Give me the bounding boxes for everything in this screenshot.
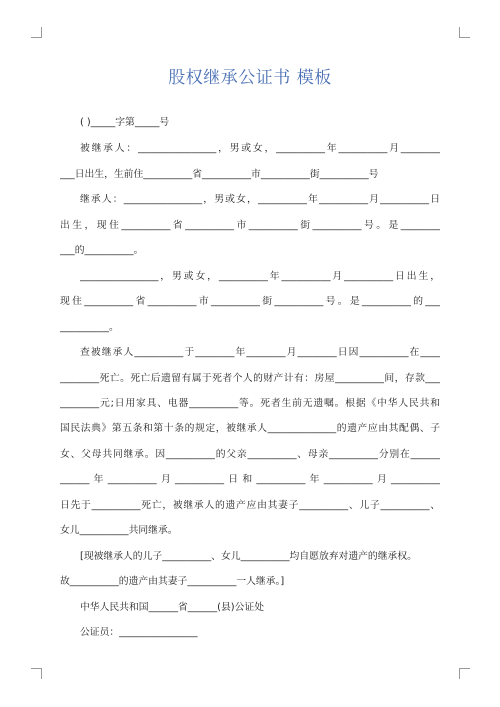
corner-mark-top-right [459, 27, 470, 38]
estate-line: ________死亡。死亡后遗留有属于死者个人的财产计有：房屋__________间，存款___ [60, 373, 440, 384]
investigation-line: 查被继承人__________于________年________月________日因__________在____ [80, 347, 440, 358]
heir-2-address-line: 现住__________省__________市__________街__________号。是__________的___ [60, 296, 440, 307]
heir-1-line: 继承人：________________，男或女，__________年__________月__________日 [80, 194, 440, 205]
parents-dates-line: ______年__________月__________日和__________年__________月__________ [60, 474, 440, 485]
parents-line: 女、父母共同继承。因__________的父亲__________、母亲__________分别在______ [60, 449, 440, 460]
notary-office-line: 中华人民共和国______省______(县)公证处 [80, 602, 264, 613]
document-title: 股权继承公证书 模板 [168, 68, 332, 88]
legal-basis-line: 国民法典》第五条和第十条的规定，被继承人______________的遗产应由其配偶、子 [60, 423, 440, 434]
decedent-line: 被继承人：________________，男或女，__________年__________月________ [80, 143, 440, 154]
sole-heir-line: 故__________的遗产由其妻子__________一人继承。] [60, 576, 285, 587]
heir-1-address-line: 出生，现住__________省__________市__________街__________号。是________ [60, 220, 440, 231]
joint-inheritance-line: 女儿__________共同继承。 [60, 525, 178, 536]
decedent-address-line: ___日出生，生前住__________省__________市__________街__________号 [60, 169, 379, 180]
certificate-number-line: ( )_____字第_____号 [80, 117, 170, 128]
heir-1-relation-line: ___的__________。 [60, 245, 144, 256]
heir-2-relation-line: __________。 [60, 322, 119, 333]
corner-mark-bottom-left [31, 668, 42, 679]
notary-officer-line: 公证员：________________ [80, 627, 198, 638]
spouse-children-line: 日先于__________死亡，被继承人的遗产应由其妻子__________、儿子__________、 [60, 500, 440, 511]
corner-mark-bottom-right [459, 668, 470, 679]
waiver-line: [现被继承人的儿子__________、女儿__________均自愿放弃对遗产的继承权。 [80, 551, 417, 562]
corner-mark-top-left [31, 27, 42, 38]
estate-detail-line: ________元;日用家具、电器__________等。死者生前无遗嘱。根据《中华人民共和 [60, 398, 440, 409]
heir-2-line: ________________，男或女，__________年__________月__________日出生， [80, 271, 440, 282]
